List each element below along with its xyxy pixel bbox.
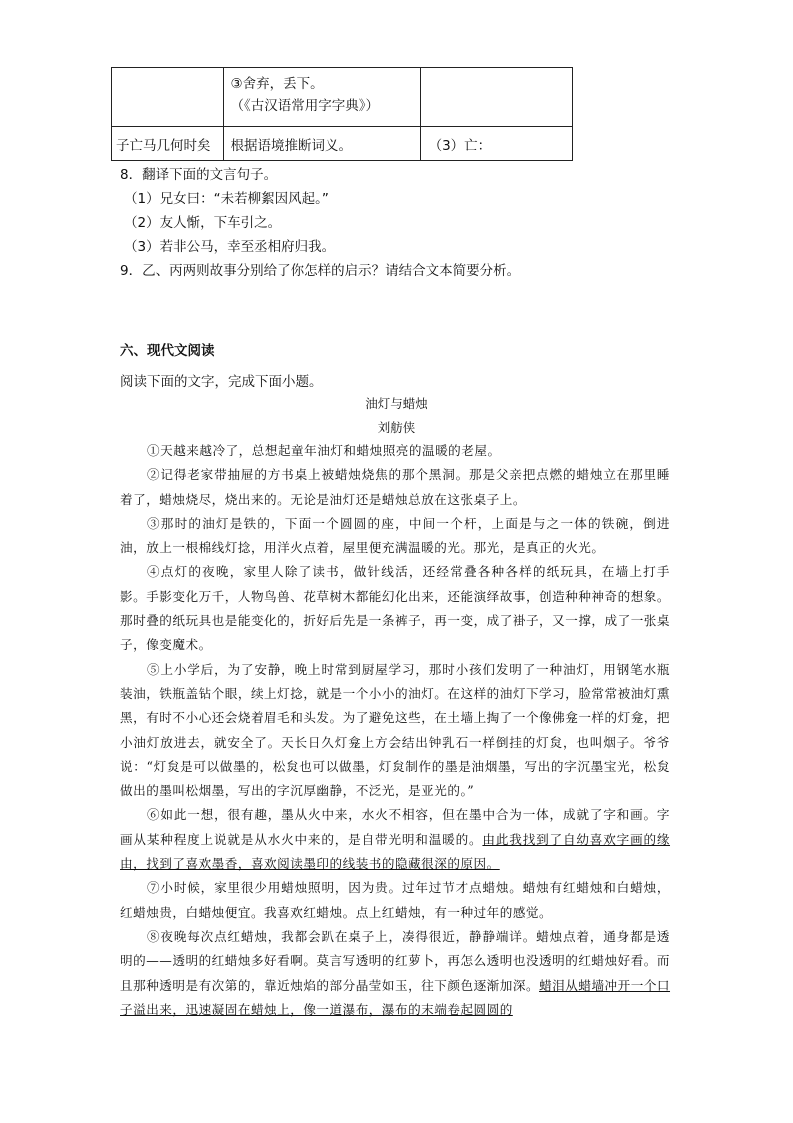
- section-heading: 六、现代文阅读: [120, 343, 215, 359]
- question-9: 9．乙、丙两则故事分别给了你怎样的启示？请结合文本简要分析。: [120, 263, 521, 279]
- paragraph-6: [120, 803, 670, 876]
- paragraph-5: ⑤上小学后，为了安静，晚上时常到厨屋学习，那时小孩们发明了一种油灯，用钢笔水瓶装油，铁瓶盖钻个眼，续上灯捻，就是一个小小的油灯。在这样的油灯下学习，脸常常被油灯熏黑，有时不小心还会烧着眉毛和头发。为了避免这些，在土墙上掏了一个像佛龛一样的灯龛，把小油灯放进去，就安全了。天长日久灯龛上方会结出钟乳石一样倒挂的灯炱，也叫烟子。爷爷说：“灯炱是可以做墨的，松炱也可以做墨，灯炱制作的墨是油烟墨，写出的字沉墨宝光，松炱做出的墨叫松烟墨，写出的字沉厚幽静，不泛光，是亚光的。”: [120, 661, 670, 799]
- table-cell-answer: （3）亡：: [420, 127, 572, 161]
- paragraph-8-underlined: 蜡泪从蜡墙冲开一个口子溢出来，迅速凝固在蜡烛上，像一道瀑布，瀑布的末端卷起圆圆的: [120, 977, 671, 1017]
- table-cell-word: [112, 68, 224, 127]
- paragraph-4: ④点灯的夜晚，家里人除了读书，做针线活，还经常叠各种各样的纸玩具，在墙上打手影。手影变化万千，人物鸟兽、花草树木都能幻化出来，还能演绎故事，创造种种神奇的想象。那时叠的纸玩具也是能变化的，折好后先是一条裤子，再一变，成了褂子，又一撑，成了一张桌子，像变魔术。: [120, 564, 670, 653]
- paragraph-1: ①天越来越冷了，总想起童年油灯和蜡烛照亮的温暖的老屋。: [147, 443, 501, 458]
- definition-text: ③舍弃，丢下。: [230, 76, 324, 92]
- question-8-item-3: （3）若非公马，幸至丞相府归我。: [124, 239, 336, 255]
- table-cell-method: 根据语境推断词义。: [224, 127, 420, 161]
- table-cell-word: 子亡马几何时矣: [112, 127, 224, 161]
- article-title: 油灯与蜡烛: [365, 396, 428, 411]
- paragraph-8-text: ⑧夜晚每次点红蜡烛，我都会趴在桌子上，凑得很近，静静端详。蜡烛点着，通身都是透明的——透明的红蜡烛多好看啊。莫言写透明的红萝卜，再怎么透明也没透明的红蜡烛好看。而且那种透明是有次第的，靠近烛焰的部分晶莹如玉，往下颜色逐渐加深。: [120, 928, 670, 993]
- table-cell-answer: [420, 68, 572, 127]
- question-8-title: 8．翻译下面的文言句子。: [120, 167, 278, 183]
- article-author: 刘舫侠: [377, 420, 416, 435]
- paragraph-7: ⑦小时候，家里很少用蜡烛照明，因为贵。过年过节才点蜡烛。蜡烛有红蜡烛和白蜡烛，红蜡烛贵，白蜡烛便宜。我喜欢红蜡烛。点上红蜡烛，有一种过年的感觉。: [120, 880, 670, 920]
- definition-source: （《古汉语常用字字典》）: [230, 98, 379, 114]
- vocab-table: [111, 67, 573, 161]
- paragraph-2: ②记得老家带抽屉的方书桌上被蜡烛烧焦的那个黑洞。那是父亲把点燃的蜡烛立在那里睡着了，蜡烛烧尽，烧出来的。无论是油灯还是蜡烛总放在这张桌子上。: [120, 467, 670, 507]
- table-row: [112, 127, 573, 161]
- article-body: [120, 439, 670, 1022]
- section-instruction: 阅读下面的文字，完成下面小题。: [120, 374, 323, 390]
- table-row: [112, 68, 573, 127]
- paragraph-3: ③那时的油灯是铁的，下面一个圆圆的座，中间一个杆，上面是与之一体的铁碗，倒进油，放上一根棉线灯捻，用洋火点着，屋里便充满温暖的光。那光，是真正的火光。: [120, 515, 670, 556]
- paragraph-6-text: ⑥如此一想，很有趣，墨从火中来，水火不相容，但在墨中合为一体，成就了字和画。字画从某种程度上说就是从水火中来的，是自带光明和温暖的。: [120, 807, 670, 847]
- question-8-item-1: （1）兄女曰：“未若柳絮因风起。”: [124, 191, 329, 207]
- paragraph-8: [120, 925, 670, 1022]
- question-8-item-2: （2）友人惭，下车引之。: [124, 215, 282, 231]
- paragraph-6-underlined: 由此我找到了自幼喜欢字画的缘由，找到了喜欢墨香，喜欢阅读墨印的线装书的隐藏很深的原因。: [120, 831, 671, 872]
- table-cell-definition: [224, 68, 420, 127]
